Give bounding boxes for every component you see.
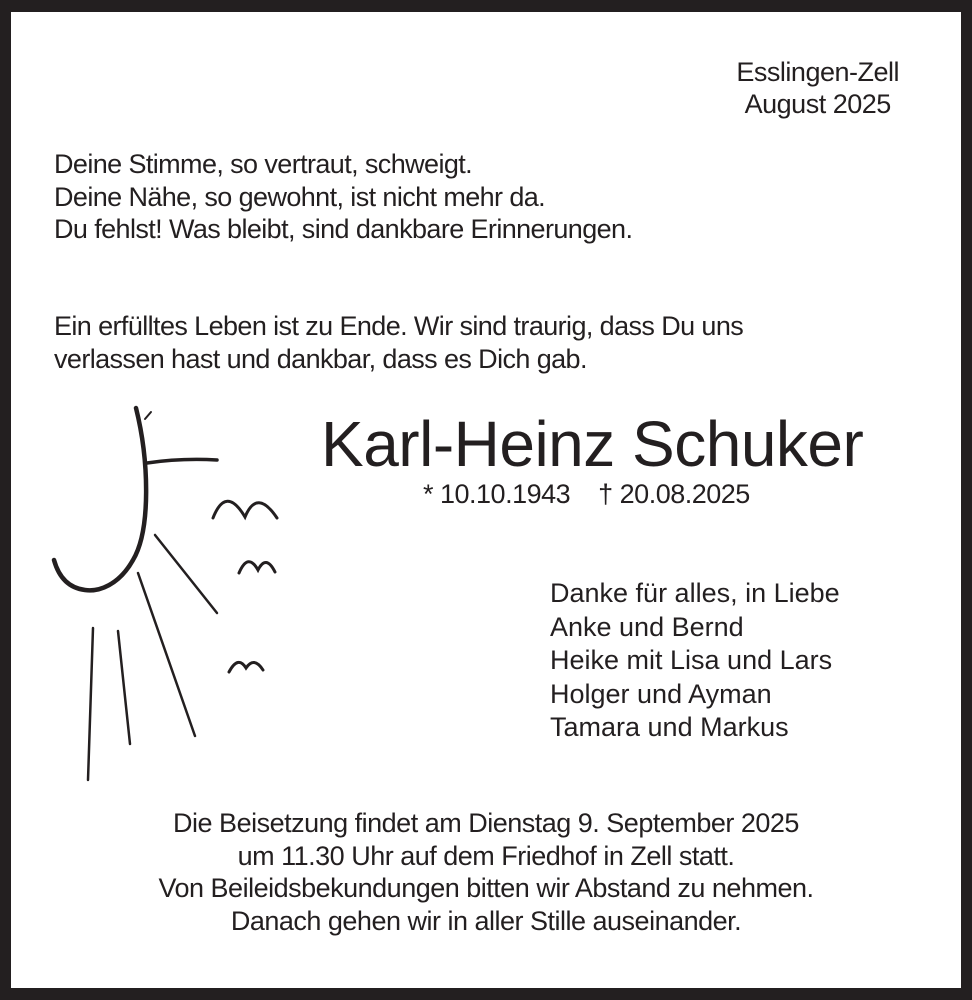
funeral-line: Danach gehen wir in aller Stille auseinander. (230, 905, 742, 936)
mourners-list (550, 577, 840, 745)
birth-date: * 10.10.1943 (423, 479, 571, 509)
verse-line: Deine Stimme, so vertraut, schweigt. (54, 149, 473, 179)
funeral-line: Die Beisetzung findet am Dienstag 9. September 2025 (173, 808, 799, 838)
place-and-date (736, 56, 899, 120)
place-text: Esslingen-Zell (736, 57, 899, 87)
verse-line: Du fehlst! Was bleibt, sind dankbare Erinnerungen. (54, 214, 633, 244)
funeral-line: Von Beileidsbekundungen bitten wir Abstand zu nehmen. (158, 873, 814, 903)
tribute-line: verlassen hast und dankbar, dass es Dich gab. (54, 343, 587, 374)
funeral-line: um 11.30 Uhr auf dem Friedhof in Zell statt. (237, 840, 735, 871)
deceased-name: Karl-Heinz Schuker (321, 408, 864, 480)
mourner-line: Tamara und Markus (550, 712, 789, 742)
mourner-line: Holger und Ayman (550, 678, 772, 709)
death-date: † 20.08.2025 (598, 479, 750, 509)
sun-with-rays-and-birds-icon (41, 400, 281, 790)
funeral-information (11, 807, 961, 937)
tribute-line: Ein erfülltes Leben ist zu Ende. Wir sind traurig, dass Du uns (54, 311, 744, 341)
memorial-verse (54, 148, 632, 246)
mourner-line: Heike mit Lisa und Lars (550, 645, 833, 675)
mourner-line: Danke für alles, in Liebe (550, 578, 840, 608)
life-dates (423, 478, 750, 510)
verse-line: Deine Nähe, so gewohnt, ist nicht mehr da. (54, 181, 546, 212)
mourner-line: Anke und Bernd (550, 611, 744, 642)
obituary-notice (11, 12, 961, 988)
date-text: August 2025 (744, 89, 891, 119)
tribute-text (54, 310, 743, 375)
